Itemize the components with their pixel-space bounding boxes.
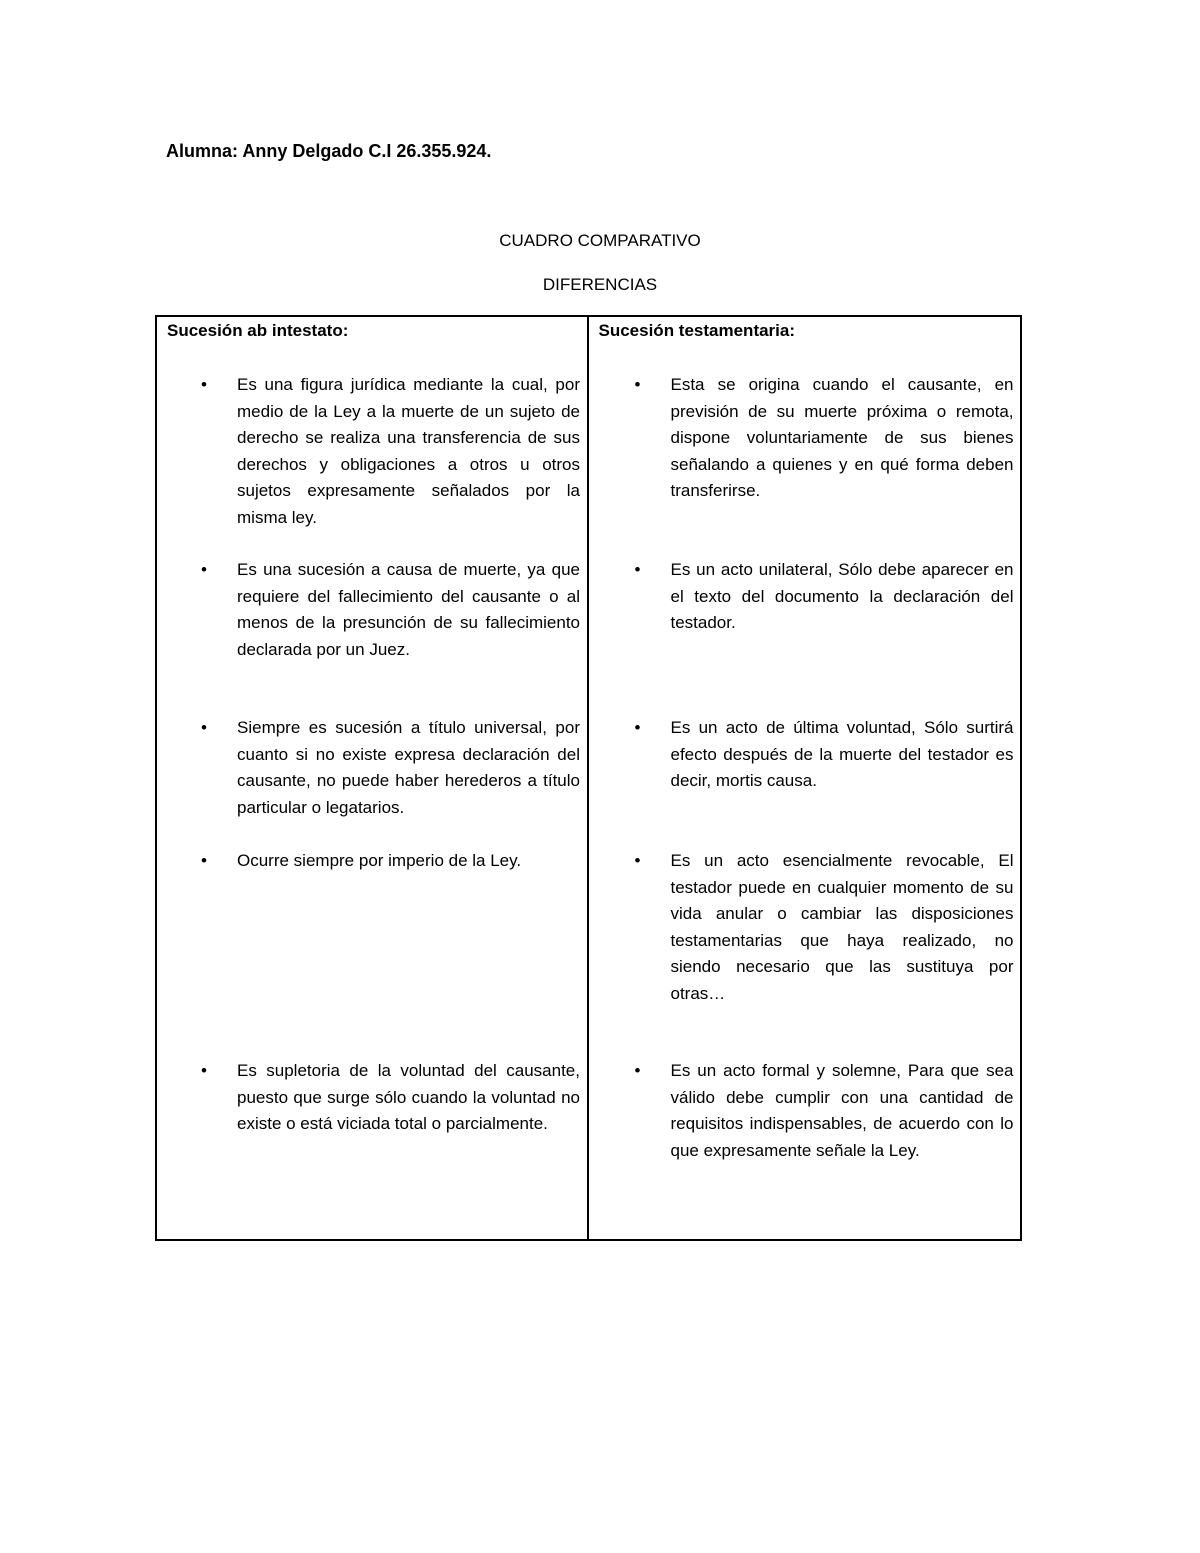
bullet-icon: • (634, 375, 641, 394)
list-item (634, 372, 1014, 505)
list-item (201, 557, 580, 663)
student-line: Alumna: Anny Delgado C.I 26.355.924. (166, 141, 492, 161)
column-ab-intestato (157, 317, 589, 1239)
list-item (634, 848, 1014, 1007)
bullet-icon: • (201, 718, 207, 737)
bullet-icon: • (201, 375, 207, 394)
list-item-text: Es un acto unilateral, Sólo debe aparecer en el texto del documento la declaración del testador. (670, 560, 1014, 632)
list-item-text: Es supletoria de la voluntad del causante, puesto que surge sólo cuando la voluntad no existe o está viciada total o parcialmente. (237, 1061, 580, 1133)
list-item (634, 557, 1014, 637)
list-item (634, 1058, 1014, 1164)
list-item (201, 1058, 580, 1138)
column-heading: Sucesión testamentaria: (598, 321, 796, 340)
list-item-text: Es un acto formal y solemne, Para que sea válido debe cumplir con una cantidad de requisitos indispensables, de acuerdo con lo que expresamente señale la Ley. (670, 1061, 1014, 1160)
bullet-icon: • (201, 851, 207, 870)
list-item (634, 715, 1014, 795)
bullet-icon: • (201, 560, 207, 579)
column-testamentaria (589, 317, 1021, 1239)
list-item-text: Es un acto de última voluntad, Sólo surtirá efecto después de la muerte del testador es decir, mortis causa. (670, 718, 1014, 790)
list-item-text: Esta se origina cuando el causante, en previsión de su muerte próxima o remota, dispone voluntariamente de sus bienes señalando a quienes y en qué forma deben transferirse. (670, 375, 1014, 500)
list-item-text: Siempre es sucesión a título universal, por cuanto si no existe expresa declaración del causante, no puede haber herederos a título particular o legatarios. (237, 718, 580, 817)
list-item (201, 715, 580, 821)
list-item (201, 372, 580, 531)
list-item (201, 848, 580, 875)
list-item-text: Es una figura jurídica mediante la cual, por medio de la Ley a la muerte de un sujeto de derecho se realiza una transferencia de sus derechos y obligaciones a otros u otros sujetos expresamente señalados por la misma ley. (237, 375, 580, 527)
list-item-text: Es un acto esencialmente revocable, El testador puede en cualquier momento de su vida anular o cambiar las disposiciones testamentarias que haya realizado, no siendo necesario que las sustituya por otras… (670, 851, 1014, 1003)
bullet-icon: • (634, 718, 641, 737)
bullet-icon: • (634, 1061, 641, 1080)
comparison-table (155, 315, 1022, 1241)
bullet-icon: • (634, 851, 641, 870)
list-item-text: Es una sucesión a causa de muerte, ya que requiere del fallecimiento del causante o al menos de la presunción de su fallecimiento declarada por un Juez. (237, 560, 580, 659)
document-subtitle: DIFERENCIAS (542, 275, 658, 294)
bullet-icon: • (201, 1061, 207, 1080)
column-heading: Sucesión ab intestato: (167, 321, 349, 340)
bullet-icon: • (634, 560, 641, 579)
list-item-text: Ocurre siempre por imperio de la Ley. (237, 851, 522, 870)
document-title: CUADRO COMPARATIVO (499, 231, 701, 250)
